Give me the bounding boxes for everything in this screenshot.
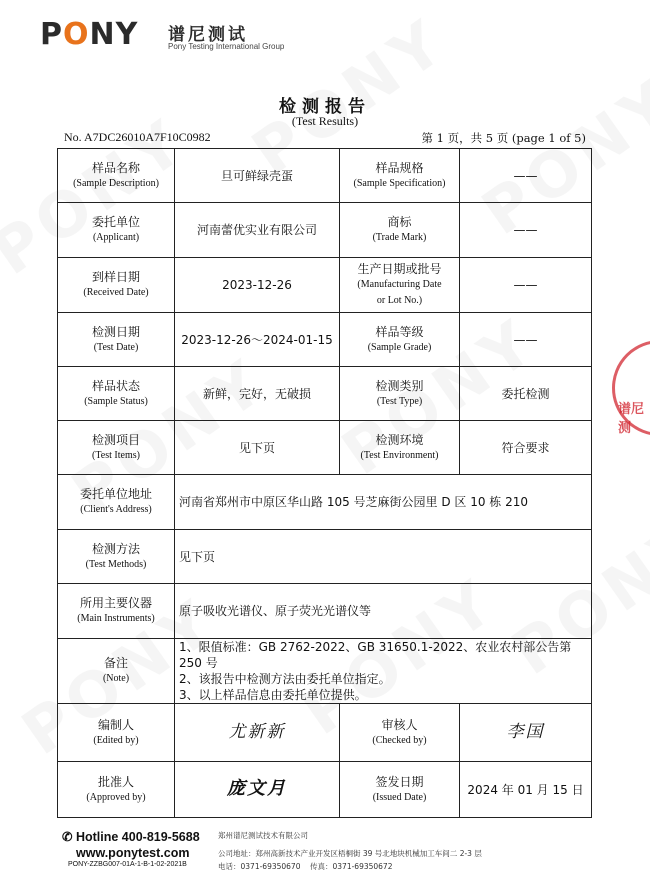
table-row xyxy=(58,639,592,704)
sample-status-value: 新鲜，完好，无破损 xyxy=(175,367,340,421)
applicant-value: 河南蕾优实业有限公司 xyxy=(175,203,340,258)
table-row xyxy=(58,313,592,367)
test-type-label: 检测类别 (Test Type) xyxy=(340,367,460,421)
sample-description-label: 样品名称 (Sample Description) xyxy=(58,149,175,203)
client-address-label: 委托单位地址 (Client's Address) xyxy=(58,475,175,530)
table-row xyxy=(58,475,592,530)
test-items-label: 检测项目 (Test Items) xyxy=(58,421,175,475)
trade-mark-label: 商标 (Trade Mark) xyxy=(340,203,460,258)
footer-address: 公司地址：郑州高新技术产业开发区梧桐街 39 号北地块机械加工车间二 2-3 层 xyxy=(218,849,482,858)
logo-word: PONY xyxy=(40,17,139,52)
test-date-label: 检测日期 (Test Date) xyxy=(58,313,175,367)
received-date-value: 2023-12-26 xyxy=(175,258,340,313)
report-subtitle: (Test Results) xyxy=(291,114,359,128)
test-type-value: 委托检测 xyxy=(460,367,592,421)
report-number: No. A7DC26010A7F10C0982 xyxy=(64,130,211,144)
manufacturing-label: 生产日期或批号 (Manufacturing Date or Lot No.) xyxy=(340,258,460,313)
sample-grade-label: 样品等级 (Sample Grade) xyxy=(340,313,460,367)
report-title: 检测报告 xyxy=(279,97,371,117)
table-row xyxy=(58,762,592,818)
footer-fax: 传真：0371-69350672 xyxy=(310,862,393,871)
manufacturing-value: —— xyxy=(460,258,592,313)
test-environment-value: 符合要求 xyxy=(460,421,592,475)
company-name-en: Pony Testing International Group xyxy=(168,42,285,51)
applicant-label: 委托单位 (Applicant) xyxy=(58,203,175,258)
page-info: 第 1 页，共 5 页 (page 1 of 5) xyxy=(421,131,586,145)
received-date-label: 到样日期 (Received Date) xyxy=(58,258,175,313)
test-methods-value: 见下页 xyxy=(175,530,592,584)
table-row xyxy=(58,584,592,639)
main-instruments-value: 原子吸收光谱仪、原子荧光光谱仪等 xyxy=(175,584,592,639)
seal-text: 谱尼测 xyxy=(618,402,645,436)
sample-status-label: 样品状态 (Sample Status) xyxy=(58,367,175,421)
table-row xyxy=(58,367,592,421)
note-line: 2、该报告中检测方法由委托单位指定。 xyxy=(179,672,391,686)
edited-by-label: 编制人 (Edited by) xyxy=(58,704,175,762)
test-date-value: 2023-12-26～2024-01-15 xyxy=(175,313,340,367)
sample-grade-value: —— xyxy=(460,313,592,367)
footer-company-name: 郑州谱尼测试技术有限公司 xyxy=(218,831,308,840)
test-methods-label: 检测方法 (Test Methods) xyxy=(58,530,175,584)
sample-description-value: 旦可鲜绿壳蛋 xyxy=(175,149,340,203)
test-environment-label: 检测环境 (Test Environment) xyxy=(340,421,460,475)
issued-date-label: 签发日期 (Issued Date) xyxy=(340,762,460,818)
checked-by-signature: 李国 xyxy=(460,704,592,762)
issued-date-value: 2024 年 01 月 15 日 xyxy=(460,762,592,818)
main-instruments-label: 所用主要仪器 (Main Instruments) xyxy=(58,584,175,639)
note-line: 1、限值标准：GB 2762-2022、GB 31650.1-2022、农业农村部公告第 250 号 xyxy=(179,640,572,670)
table-row xyxy=(58,704,592,762)
report-table xyxy=(57,148,592,818)
company-logo xyxy=(40,17,285,54)
website: www.ponytest.com xyxy=(76,846,190,860)
form-number: PONY-ZZBG007-01A-1-B-1-02-2021B xyxy=(68,861,187,868)
trade-mark-value: —— xyxy=(460,203,592,258)
note-value xyxy=(175,639,592,704)
table-row xyxy=(58,421,592,475)
approved-by-signature: 庞文月 xyxy=(175,762,340,818)
client-address-value: 河南省郑州市中原区华山路 105 号芝麻街公园里 D 区 10 栋 210 xyxy=(175,475,592,530)
note-line: 3、以上样品信息由委托单位提供。 xyxy=(179,688,367,702)
company-name-cn: 谱尼测试 xyxy=(168,25,248,45)
table-row xyxy=(58,149,592,203)
sample-specification-value: —— xyxy=(460,149,592,203)
test-items-value: 见下页 xyxy=(175,421,340,475)
approved-by-label: 批准人 (Approved by) xyxy=(58,762,175,818)
table-row xyxy=(58,530,592,584)
hotline: ✆ Hotline 400-819-5688 xyxy=(62,830,200,844)
sample-specification-label: 样品规格 (Sample Specification) xyxy=(340,149,460,203)
phone-icon: ✆ xyxy=(62,830,73,844)
checked-by-label: 审核人 (Checked by) xyxy=(340,704,460,762)
table-row xyxy=(58,203,592,258)
footer-phone: 电话：0371-69350670 xyxy=(218,862,301,871)
edited-by-signature: 尤新新 xyxy=(175,704,340,762)
table-row xyxy=(58,258,592,313)
note-label: 备注 (Note) xyxy=(58,639,175,704)
